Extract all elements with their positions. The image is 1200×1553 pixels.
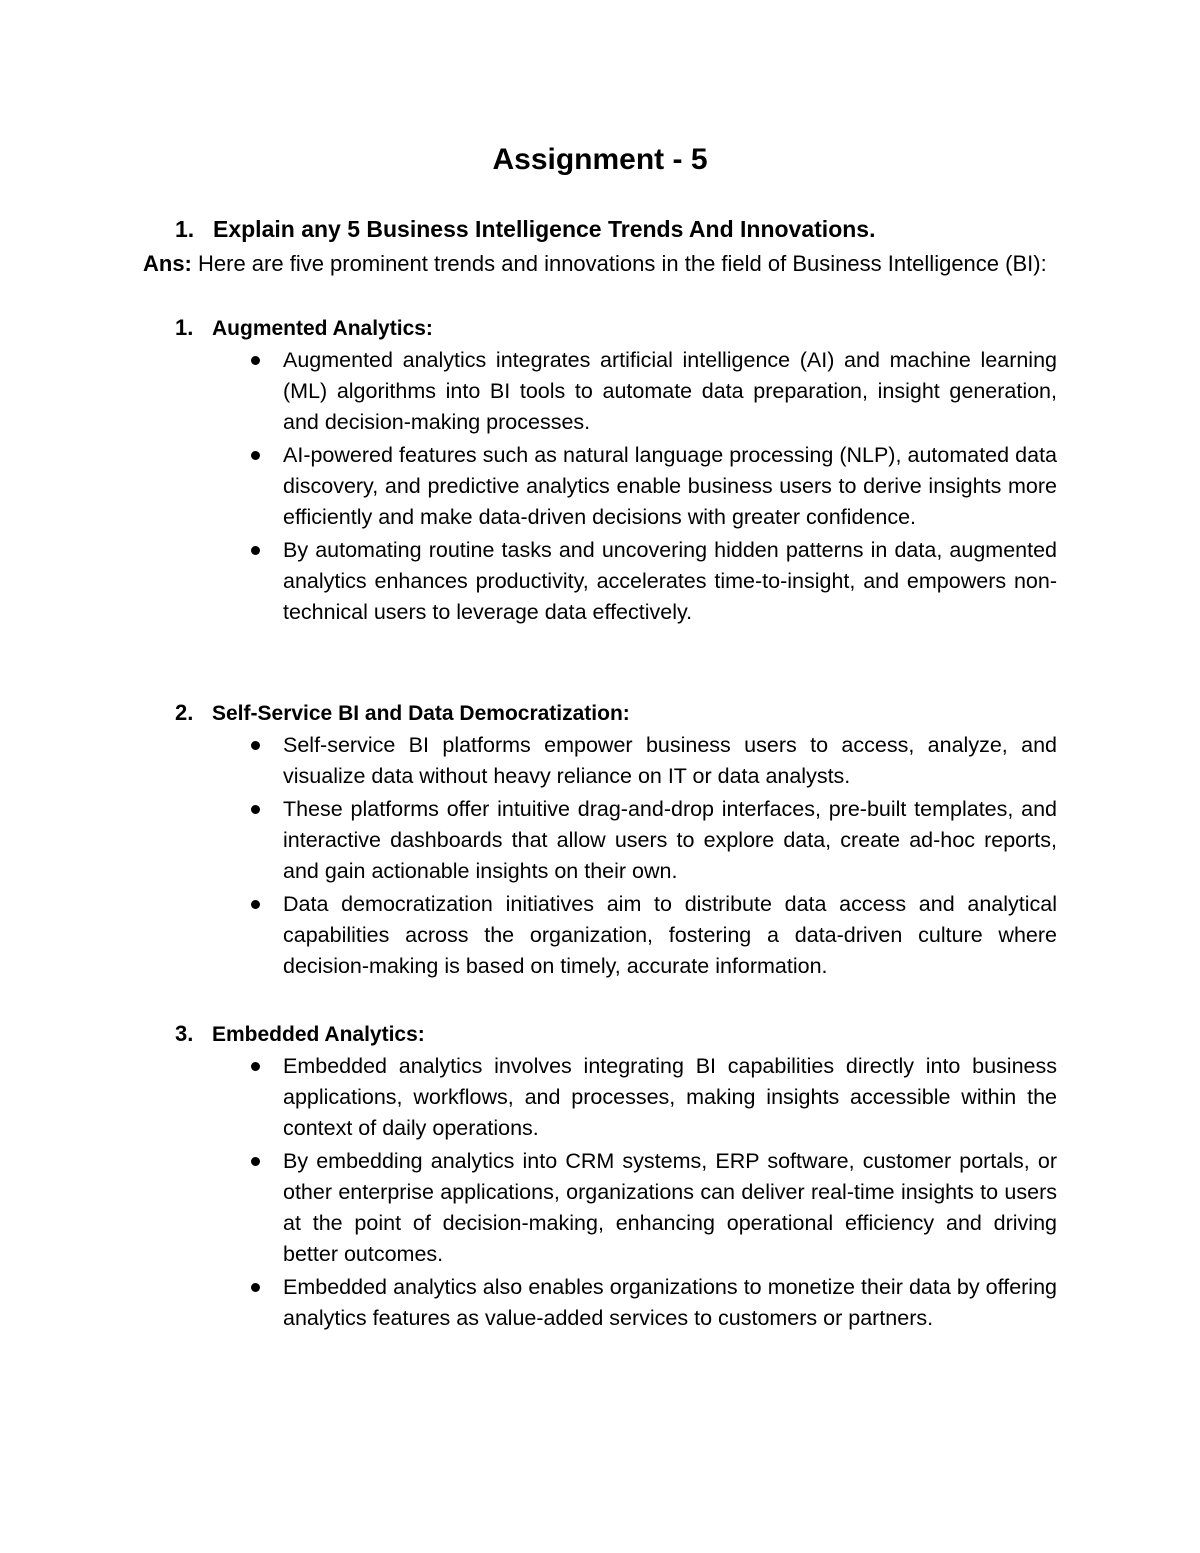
answer-paragraph bbox=[143, 248, 1057, 280]
bullet-icon bbox=[251, 546, 260, 555]
section-number: 3. bbox=[175, 1021, 194, 1046]
list-item bbox=[175, 794, 1057, 887]
section-title: Augmented Analytics: bbox=[212, 317, 433, 340]
bullet-icon bbox=[251, 900, 260, 909]
bullet-icon bbox=[251, 356, 260, 365]
bullet-icon bbox=[251, 1283, 260, 1292]
bullet-text: Embedded analytics also enables organizations to monetize their data by offering analytics features as value-added services to customers or partners. bbox=[283, 1275, 1057, 1330]
bullet-text: By embedding analytics into CRM systems, ERP software, customer portals, or other enterprise applications, organizations can deliver real-time insights to users at the point of decision-making, enhancing operational efficiency and driving better outcomes. bbox=[283, 1149, 1057, 1266]
list-item bbox=[175, 1272, 1057, 1334]
answer-intro: Here are five prominent trends and innovations in the field of Business Intelligence (BI): bbox=[191, 251, 1047, 276]
list-item bbox=[175, 1051, 1057, 1144]
bullet-text: Self-service BI platforms empower business users to access, analyze, and visualize data without heavy reliance on IT or data analysts. bbox=[283, 733, 1057, 788]
question-number: 1. bbox=[175, 216, 195, 242]
list-item bbox=[175, 535, 1057, 628]
question-text: Explain any 5 Business Intelligence Trends And Innovations. bbox=[213, 216, 876, 242]
section-heading bbox=[175, 311, 1057, 345]
bullet-list bbox=[175, 1051, 1057, 1334]
section-number: 1. bbox=[175, 315, 194, 340]
bullet-icon bbox=[251, 1157, 260, 1166]
bullet-list bbox=[175, 345, 1057, 628]
section-self-service-bi bbox=[175, 696, 1057, 984]
bullet-icon bbox=[251, 451, 260, 460]
list-item bbox=[175, 889, 1057, 982]
section-number: 2. bbox=[175, 700, 194, 725]
bullet-text: Embedded analytics involves integrating BI capabilities directly into business applications, workflows, and processes, making insights accessible within the context of daily operations. bbox=[283, 1054, 1057, 1140]
section-heading bbox=[175, 696, 1057, 730]
section-heading bbox=[175, 1017, 1057, 1051]
bullet-text: AI-powered features such as natural language processing (NLP), automated data discovery, and predictive analytics enable business users to derive insights more efficiently and make data-driven decisions with greater confidence. bbox=[283, 443, 1057, 529]
question-heading bbox=[175, 210, 1075, 248]
bullet-icon bbox=[251, 741, 260, 750]
bullet-icon bbox=[251, 1062, 260, 1071]
list-item bbox=[175, 440, 1057, 533]
bullet-text: These platforms offer intuitive drag-and-drop interfaces, pre-built templates, and interactive dashboards that allow users to explore data, create ad-hoc reports, and gain actionable insights on their own. bbox=[283, 797, 1057, 883]
section-embedded-analytics bbox=[175, 1017, 1057, 1336]
bullet-text: Augmented analytics integrates artificial intelligence (AI) and machine learning (ML) algorithms into BI tools to automate data preparation, insight generation, and decision-making processes. bbox=[283, 348, 1057, 434]
section-augmented-analytics bbox=[175, 311, 1057, 630]
section-title: Self-Service BI and Data Democratization: bbox=[212, 702, 630, 725]
page-title: Assignment - 5 bbox=[492, 143, 708, 176]
bullet-icon bbox=[251, 805, 260, 814]
bullet-text: Data democratization initiatives aim to distribute data access and analytical capabilities across the organization, fostering a data-driven culture where decision-making is based on timely, accurate information. bbox=[283, 892, 1057, 978]
answer-label: Ans: bbox=[143, 251, 192, 276]
bullet-text: By automating routine tasks and uncovering hidden patterns in data, augmented analytics enhances productivity, accelerates time-to-insight, and empowers non-technical users to leverage data effectively. bbox=[283, 538, 1057, 624]
list-item bbox=[175, 345, 1057, 438]
section-title: Embedded Analytics: bbox=[212, 1023, 425, 1046]
list-item bbox=[175, 730, 1057, 792]
list-item bbox=[175, 1146, 1057, 1270]
bullet-list bbox=[175, 730, 1057, 982]
